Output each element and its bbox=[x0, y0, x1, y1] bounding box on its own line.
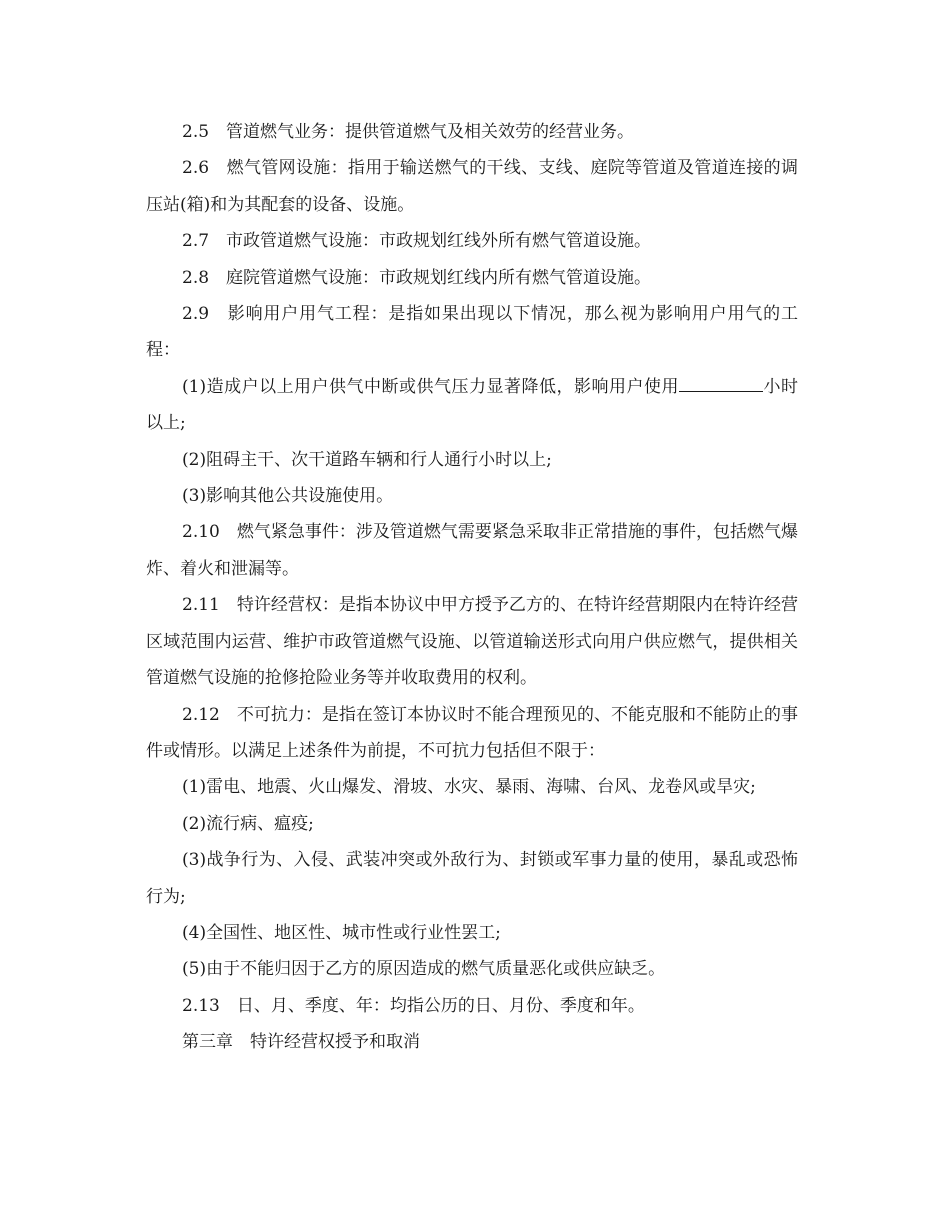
clause-2-9-item-1-text: (1)造成户以上用户供气中断或供气压力显著降低，影响用户使用 bbox=[182, 376, 679, 397]
clause-2-11: 2.11 特许经营权：是指本协议中甲方授予乙方的、在特许经营期限内在特许经营区域范围内运营、维护市政管道燃气设施、以管道输送形式向用户供应燃气，提供相关管道燃气设施的抢修抢险业务等并收取费用的权利。 bbox=[146, 595, 798, 689]
clause-2-9-item-2: (2)阻碍主干、次干道路车辆和行人通行小时以上; bbox=[182, 449, 552, 470]
clause-2-12: 2.12 不可抗力：是指在签订本协议时不能合理预见的、不能克服和不能防止的事件或情形。以满足上述条件为前提，不可抗力包括但不限于： bbox=[146, 704, 798, 761]
clause-2-9-item-1 bbox=[146, 369, 798, 442]
clause-2-8: 2.8 庭院管道燃气设施：市政规划红线内所有燃气管道设施。 bbox=[182, 267, 652, 288]
clause-2-9-item-3: (3)影响其他公共设施使用。 bbox=[182, 486, 394, 507]
clause-2-5: 2.5 管道燃气业务：提供管道燃气及相关效劳的经营业务。 bbox=[182, 122, 635, 142]
clause-2-12-item-1: (1)雷电、地震、火山爆发、滑坡、水灾、暴雨、海啸、台风、龙卷风或旱灾; bbox=[182, 777, 756, 798]
clause-2-12-item-4: (4)全国性、地区性、城市性或行业性罢工; bbox=[182, 922, 501, 943]
clause-2-9: 2.9 影响用户用气工程：是指如果出现以下情况，那么视为影响用户用气的工程： bbox=[146, 304, 798, 361]
clause-2-12-item-2: (2)流行病、瘟疫; bbox=[182, 813, 314, 834]
document-body bbox=[146, 114, 798, 1061]
chapter-3-heading: 第三章 特许经营权授予和取消 bbox=[182, 1032, 420, 1053]
clause-2-13: 2.13 日、月、季度、年：均指公历的日、月份、季度和年。 bbox=[182, 995, 645, 1016]
clause-2-12-item-3: (3)战争行为、入侵、武装冲突或外敌行为、封锁或军事力量的使用，暴乱或恐怖行为; bbox=[146, 850, 798, 907]
clause-2-9-item-1-tail: 小时以上; bbox=[146, 376, 798, 434]
clause-2-10: 2.10 燃气紧急事件：涉及管道燃气需要紧急采取非正常措施的事件，包括燃气爆炸、着火和泄漏等。 bbox=[146, 522, 798, 579]
clause-2-12-item-5: (5)由于不能归因于乙方的原因造成的燃气质量恶化或供应缺乏。 bbox=[182, 959, 666, 980]
fill-in-blank-line bbox=[679, 374, 763, 392]
clause-2-6: 2.6 燃气管网设施：指用于输送燃气的干线、支线、庭院等管道及管道连接的调压站(箱)和为其配套的设备、设施。 bbox=[146, 158, 798, 215]
clause-2-7: 2.7 市政管道燃气设施：市政规划红线外所有燃气管道设施。 bbox=[182, 231, 652, 252]
